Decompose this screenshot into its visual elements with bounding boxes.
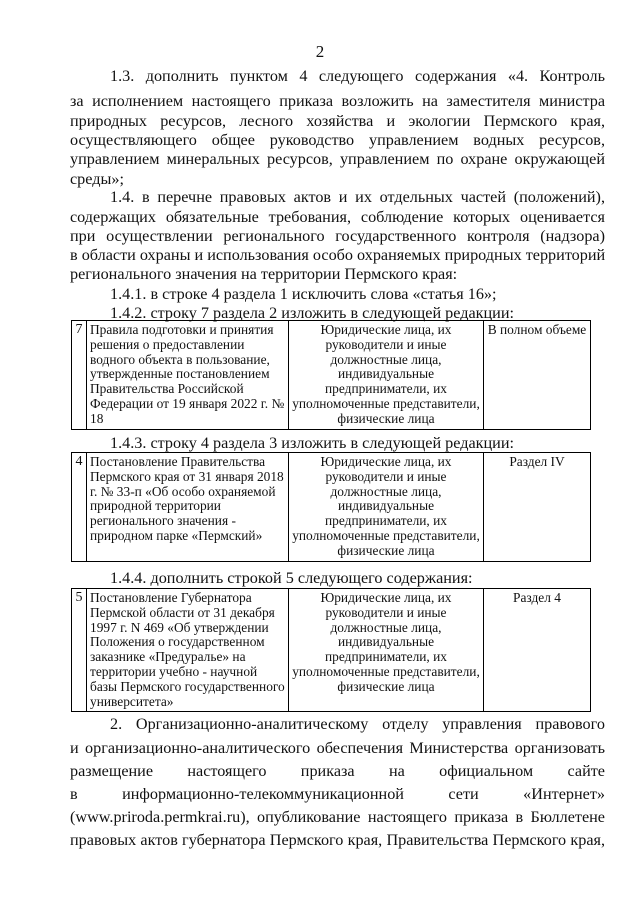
row5-table — [71, 588, 591, 712]
p2-line-5: (www.priroda.permkrai.ru), опубликование настоящего приказа в Бюллетене — [70, 808, 605, 826]
p13-line-2: за исполнением настоящего приказа возложить на заместителя министра — [70, 92, 605, 110]
p13-line-1: 1.3. дополнить пунктом 4 следующего содержания «4. Контроль — [110, 67, 605, 85]
p143-text: 1.4.3. строку 4 раздела 3 изложить в следующей редакции: — [110, 434, 514, 452]
p2-line-4: в информационно-телекоммуникационной сети «Интернет» — [70, 785, 605, 803]
p14-line-5: регионального значения на территории Пермского края: — [70, 265, 458, 283]
row-number: 5 — [72, 589, 87, 712]
p14-line-2: содержащих обязательные требования, соблюдение которых оценивается — [70, 208, 605, 226]
row7-table — [71, 320, 591, 430]
page-number: 2 — [315, 42, 325, 61]
p14-line-4: в области охраны и использования особо охраняемых природных территорий — [70, 246, 606, 264]
p13-line-3: природных ресурсов, лесного хозяйства и экологии Пермского края, — [70, 112, 605, 130]
p13-line-6: среды»; — [70, 170, 124, 188]
table-row — [72, 321, 591, 430]
row-document: Правила подготовки и принятия решения о предоставлении водного объекта в пользование, утвержденные постановлением Правительства Российской Федерации от 19 января 2022 г. № 18 — [87, 321, 289, 430]
row-number: 7 — [72, 321, 87, 430]
p2-line-6: правовых актов губернатора Пермского края, Правительства Пермского края, — [70, 831, 605, 849]
p2-line-3: размещение настоящего приказа на официальном сайте — [70, 762, 605, 780]
p144-text: 1.4.4. дополнить строкой 5 следующего содержания: — [110, 569, 473, 587]
table-row — [72, 453, 591, 562]
row-document: Постановление Губернатора Пермской области от 31 декабря 1997 г. N 469 «Об утверждении Положения о государственном заказнике «Предуралье» на территории учебно - научной базы Пермского государственного университета» — [87, 589, 289, 712]
p14-line-1: 1.4. в перечне правовых актов и их отдельных частей (положений), — [110, 188, 605, 206]
p141-text: 1.4.1. в строке 4 раздела 1 исключить слова «статья 16»; — [110, 285, 497, 303]
p2-line-2: и организационно-аналитического обеспечения Министерства организовать — [70, 739, 605, 757]
p142-text: 1.4.2. строку 7 раздела 2 изложить в следующей редакции: — [110, 304, 514, 322]
row-scope: Раздел 4 — [484, 589, 591, 712]
row-document: Постановление Правительства Пермского края от 31 января 2018 г. № 33-п «Об особо охраняемой природной территории регионального значения - природном парке «Пермский» — [87, 453, 289, 562]
row-scope: В полном объеме — [484, 321, 591, 430]
row-subjects: Юридические лица, их руководители и иные должностные лица, индивидуальные предприниматели, их уполномоченные представители, физические лица — [289, 453, 484, 562]
table-row — [72, 589, 591, 712]
p13-line-4: осуществляющего общее руководство управлением водных ресурсов, — [70, 131, 605, 149]
p2-line-1: 2. Организационно-аналитическому отделу управления правового — [110, 715, 605, 733]
row-subjects: Юридические лица, их руководители и иные должностные лица, индивидуальные предприниматели, их уполномоченные представители, физические лица — [289, 589, 484, 712]
row-number: 4 — [72, 453, 87, 562]
row-scope: Раздел IV — [484, 453, 591, 562]
p14-line-3: при осуществлении регионального государственного контроля (надзора) — [70, 227, 605, 245]
row-subjects: Юридические лица, их руководители и иные должностные лица, индивидуальные предприниматели, их уполномоченные представители, физические лица — [289, 321, 484, 430]
row4-table — [71, 452, 591, 562]
p13-line-5: управлением минеральных ресурсов, управлением по охране окружающей — [70, 150, 605, 168]
